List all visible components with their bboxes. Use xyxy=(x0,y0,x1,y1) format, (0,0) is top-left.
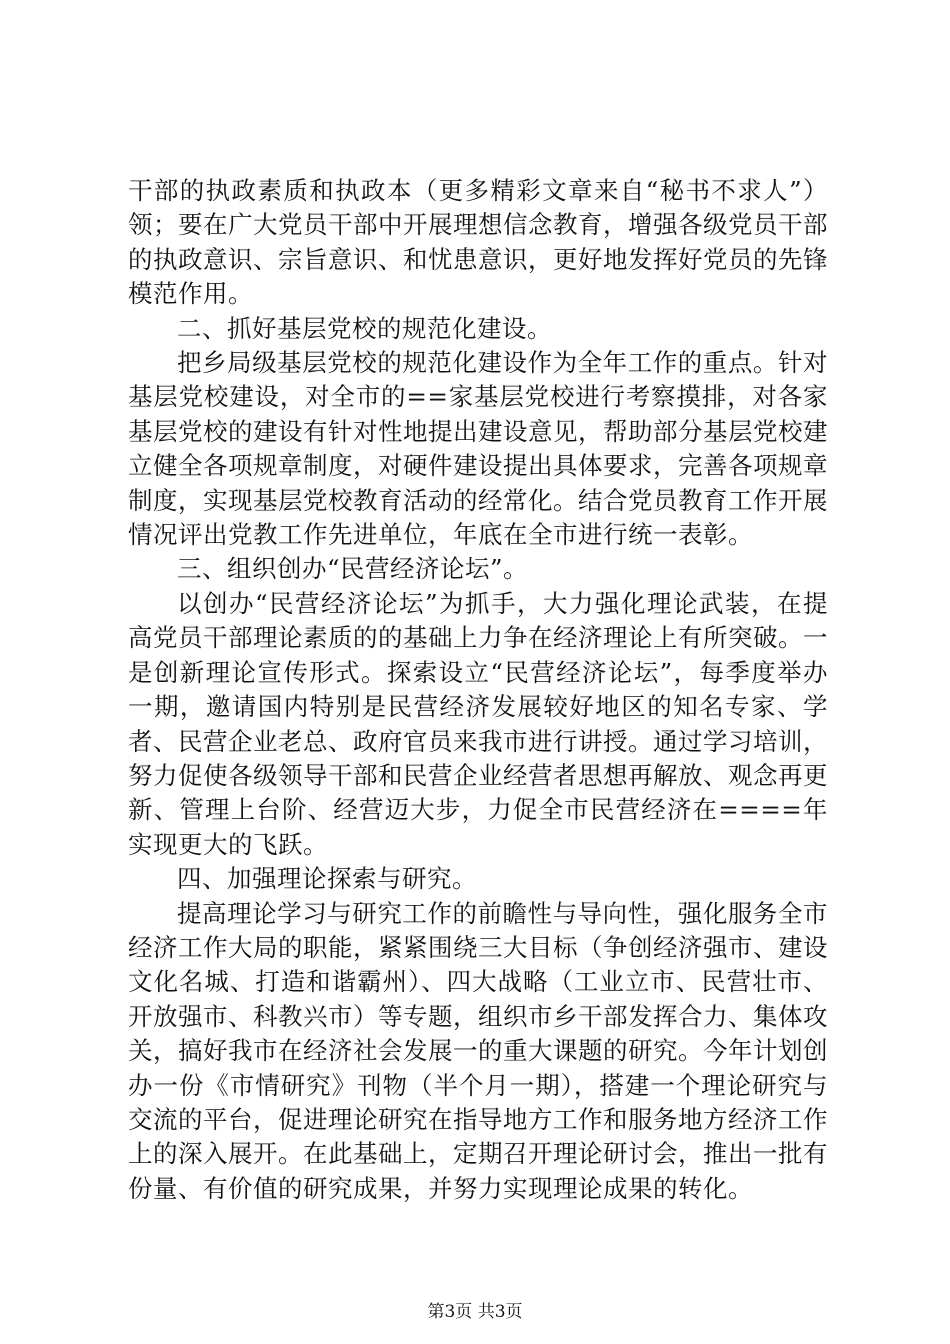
page-number-footer: 第3页 共3页 xyxy=(427,1302,523,1322)
paragraph-forum: 以创办“民营经济论坛”为抓手，大力强化理论武装，在提高党员干部理论素质的的基础上力争在经济理论上有所突破。一是创新理论宣传形式。探索设立“民营经济论坛”，每季度举办一期，邀请国内特别是民营经济发展较好地区的知名专家、学者、民营企业老总、政府官员来我市进行讲授。通过学习培训，努力促使各级领导干部和民营企业经营者思想再解放、观念再更新、管理上台阶、经营迈大步，力促全市民营经济在====年实现更大的飞跃。 xyxy=(128,588,828,859)
document-body xyxy=(128,174,828,1206)
paragraph-party-school: 把乡局级基层党校的规范化建设作为全年工作的重点。针对基层党校建设，对全市的==家基层党校进行考察摸排，对各家基层党校的建设有针对性地提出建设意见，帮助部分基层党校建立健全各项规章制度，对硬件建设提出具体要求，完善各项规章制度，实现基层党校教育活动的经常化。结合党员教育工作开展情况评出党教工作先进单位，年底在全市进行统一表彰。 xyxy=(128,348,828,550)
paragraph-research: 提高理论学习与研究工作的前瞻性与导向性，强化服务全市经济工作大局的职能，紧紧围绕三大目标（争创经济强市、建设文化名城、打造和谐霸州）、四大战略（工业立市、民营壮市、开放强市、科教兴市）等专题，组织市乡干部发挥合力、集体攻关，搞好我市在经济社会发展一的重大课题的研究。今年计划创办一份《市情研究》刊物（半个月一期），搭建一个理论研究与交流的平台，促进理论研究在指导地方工作和服务地方经济工作上的深入展开。在此基础上，定期召开理论研讨会，推出一批有份量、有价值的研究成果，并努力实现理论成果的转化。 xyxy=(128,898,828,1203)
section-heading-3: 三、组织创办“民营经济论坛”。 xyxy=(177,554,529,584)
paragraph-continuation: 干部的执政素质和执政本（更多精彩文章来自“秘书不求人”）领；要在广大党员干部中开展理想信念教育，增强各级党员干部的执政意识、宗旨意识、和忧患意识，更好地发挥好党员的先锋模范作用。 xyxy=(128,176,828,309)
section-heading-2: 二、抓好基层党校的规范化建设。 xyxy=(177,313,552,343)
section-heading-4: 四、加强理论探索与研究。 xyxy=(177,864,477,894)
